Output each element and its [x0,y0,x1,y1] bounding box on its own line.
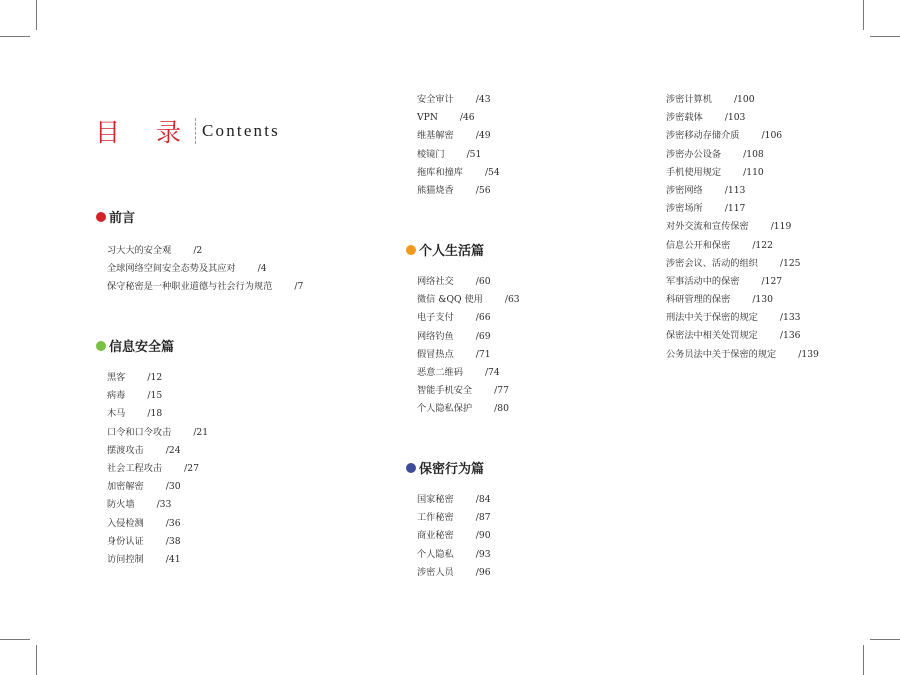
toc-entry-title: 黑客 [107,372,126,383]
toc-entry-page: /139 [798,348,819,360]
toc-entry [417,527,491,545]
toc-entry-page: /127 [761,275,783,287]
toc-entry-page: /84 [475,494,491,505]
toc-entry-title: 全球网络空间安全态势及其应对 [107,263,236,275]
toc-entry-title: 拖库和撞库 [417,166,463,178]
toc-entry-page: /93 [475,548,491,560]
toc-entry [417,546,491,564]
toc-entry-page: /38 [165,535,181,547]
toc-entry-page: /130 [752,294,773,306]
section-heading-info-security [96,336,174,355]
bullet-dot-icon [406,463,416,473]
toc-entry-title: 社会工程攻击 [107,462,163,474]
toc-entry [666,327,819,345]
toc-entry-page: /2 [193,245,203,256]
toc-entry-title: 涉密场所 [666,203,703,215]
toc-entry [666,255,819,273]
toc-entry-page: /77 [494,385,509,397]
toc-entry-title: 个人隐私 [417,548,454,560]
toc-entry-title: VPN [417,112,438,124]
toc-entry [107,387,208,405]
toc-entry-page: /21 [193,426,209,438]
toc-entry-title: 维基解密 [417,130,454,142]
toc-entry-page: /108 [743,148,764,160]
toc-entry-page: /33 [156,499,172,511]
section-heading-secrecy-behavior [406,458,484,477]
toc-entry-title: 习大大的安全观 [107,245,172,256]
toc-entry [417,291,520,309]
toc-entry-page: /46 [459,112,475,124]
toc-entry-page: /90 [475,530,491,542]
toc-entry [417,91,500,109]
toc-entry [417,346,520,364]
title-chinese: 目 录 [95,118,195,147]
toc-entry-title: 涉密会议、活动的组织 [666,257,758,269]
toc-entry-page: /117 [724,203,746,215]
toc-entry-page: /7 [294,281,304,293]
toc-entry-title: 微信 &QQ 使用 [417,294,483,306]
toc-entry [666,91,819,109]
crop-mark [36,645,37,675]
toc-list-info-security [107,369,208,569]
bullet-dot-icon [96,341,106,351]
toc-entry-title: 刑法中关于保密的规定 [666,312,758,324]
toc-entry-title: 商业秘密 [417,530,454,542]
toc-entry-title: 智能手机安全 [417,385,473,397]
toc-entry [417,309,520,327]
toc-entry-page: /51 [466,148,482,160]
toc-entry [107,405,208,423]
crop-mark [870,639,900,640]
toc-entry-page: /119 [770,221,792,233]
toc-entry [666,127,819,145]
toc-entry [107,369,208,387]
toc-entry-title: 国家秘密 [417,494,454,505]
toc-entry-title: 涉密载体 [666,112,703,124]
toc-list-info-security-cont [417,91,500,200]
section-heading-personal-life [406,240,484,259]
toc-entry-page: /56 [475,184,491,196]
section-title: 保密行为篇 [419,462,485,477]
toc-entry-title: 口令和口令攻击 [107,426,172,438]
toc-entry [417,400,520,418]
toc-entry-title: 熊猫烧香 [417,184,454,196]
section-heading-foreword [96,207,135,226]
toc-entry-title: 假冒热点 [417,348,454,360]
title-divider [195,118,197,144]
toc-entry [417,182,500,200]
toc-entry [107,515,208,533]
toc-entry-page: /24 [165,444,181,456]
toc-entry-title: 涉密网络 [666,184,703,196]
toc-entry-title: 工作秘密 [417,512,454,524]
toc-entry-title: 防火墙 [107,499,135,511]
toc-entry [417,382,520,400]
toc-entry-title: 军事活动中的保密 [666,275,740,287]
toc-entry-page: /43 [475,94,491,105]
toc-entry-page: /18 [147,408,163,420]
toc-entry [417,127,500,145]
toc-entry-page: /30 [165,481,181,493]
toc-entry-page: /63 [504,294,520,306]
toc-entry [107,442,208,460]
toc-entry [107,424,208,442]
toc-entry [417,328,520,346]
toc-entry [107,278,303,296]
section-title: 个人生活篇 [419,244,485,259]
crop-mark [0,36,30,37]
toc-entry-page: /80 [494,403,509,415]
toc-entry-title: 涉密人员 [417,566,454,578]
toc-entry-page: /103 [724,112,746,124]
toc-entry [417,491,491,509]
toc-entry-page: /15 [147,390,163,402]
toc-entry-page: /36 [165,517,181,529]
toc-entry-title: 访问控制 [107,553,144,565]
toc-entry [107,478,208,496]
toc-entry-page: /136 [779,330,801,342]
toc-entry-title: 恶意二维码 [417,366,463,378]
toc-entry [666,346,819,364]
toc-entry-page: /60 [475,276,491,287]
crop-mark [863,0,864,30]
bullet-dot-icon [406,245,416,255]
toc-entry-title: 保守秘密是一种职业道德与社会行为规范 [107,281,273,293]
toc-entry-page: /27 [184,462,199,474]
crop-mark [863,645,864,675]
toc-entry-page: /54 [484,166,500,178]
toc-entry [666,164,819,182]
toc-entry [666,291,819,309]
toc-entry [666,146,819,164]
toc-entry [417,109,500,127]
toc-entry-page: /113 [724,184,746,196]
toc-entry-title: 公务员法中关于保密的规定 [666,348,777,360]
toc-entry-title: 棱镜门 [417,148,445,160]
toc-entry [417,509,491,527]
toc-entry [666,200,819,218]
toc-entry-page: /87 [475,512,491,524]
toc-entry [666,182,819,200]
toc-entry-title: 保密法中相关处罚规定 [666,330,758,342]
toc-entry [107,551,208,569]
toc-entry-title: 涉密办公设备 [666,148,722,160]
toc-entry-title: 病毒 [107,390,126,402]
toc-entry-title: 加密解密 [107,481,144,493]
toc-entry-title: 网络钓鱼 [417,330,454,342]
toc-entry-title: 涉密移动存储介质 [666,130,740,142]
toc-entry-page: /69 [475,330,491,342]
toc-entry [417,273,520,291]
toc-entry-page: /110 [743,166,764,178]
toc-entry-title: 科研管理的保密 [666,294,731,306]
toc-entry [666,237,819,255]
toc-entry-page: /71 [475,348,491,360]
toc-entry [417,146,500,164]
toc-entry [107,496,208,514]
toc-entry-page: /133 [779,312,801,324]
toc-entry [107,260,303,278]
toc-entry-page: /66 [475,312,491,324]
toc-entry [417,564,491,582]
crop-mark [870,36,900,37]
section-title: 前言 [109,211,136,226]
section-title: 信息安全篇 [109,340,175,355]
bullet-dot-icon [96,212,106,222]
toc-entry-title: 手机使用规定 [666,166,722,178]
toc-entry-page: /125 [779,257,801,269]
toc-entry-page: /49 [475,130,491,142]
toc-entry-title: 入侵检测 [107,517,144,529]
toc-entry [107,242,303,260]
toc-entry-title: 安全审计 [417,94,454,105]
toc-entry [417,164,500,182]
toc-list-foreword [107,242,303,297]
title-english: Contents [201,121,280,140]
toc-list-secrecy-behavior [417,491,491,582]
toc-entry [417,364,520,382]
toc-entry-title: 个人隐私保护 [417,403,473,415]
toc-entry-page: /122 [752,239,773,251]
toc-entry-title: 对外交流和宣传保密 [666,221,749,233]
page-title [95,114,280,148]
toc-entry-title: 电子支付 [417,312,454,324]
toc-list-secrecy-behavior-cont [666,91,819,364]
toc-entry-title: 涉密计算机 [666,94,712,105]
toc-entry-page: /100 [733,94,755,105]
toc-entry-title: 身份认证 [107,535,144,547]
toc-entry-title: 信息公开和保密 [666,239,731,251]
toc-entry [666,309,819,327]
toc-entry [666,273,819,291]
toc-entry [666,109,819,127]
toc-entry-page: /96 [475,566,491,578]
toc-entry [666,218,819,236]
toc-entry-title: 网络社交 [417,276,454,287]
crop-mark [36,0,37,30]
toc-entry-page: /41 [165,553,181,565]
toc-entry-title: 木马 [107,408,126,420]
toc-entry-page: /74 [484,366,500,378]
toc-entry-page: /12 [147,372,163,383]
toc-list-personal-life [417,273,520,419]
toc-entry [107,460,208,478]
toc-entry-page: /4 [257,263,267,275]
toc-entry-page: /106 [761,130,783,142]
toc-entry [107,533,208,551]
toc-entry-title: 摆渡攻击 [107,444,144,456]
crop-mark [0,639,30,640]
